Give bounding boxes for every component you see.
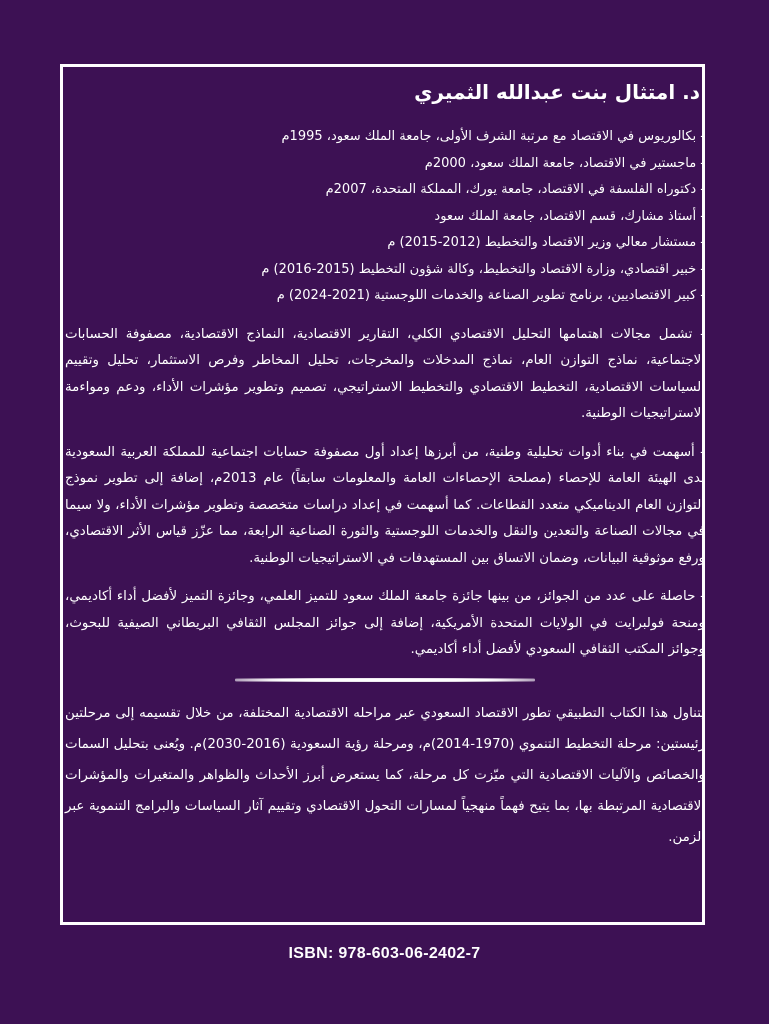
degree-item: - دكتوراه الفلسفة في الاقتصاد، جامعة يورك، المملكة المتحدة، 2007م	[325, 182, 705, 197]
section-divider	[235, 678, 535, 682]
degree-list	[65, 124, 705, 310]
author-name: د. امتثال بنت عبدالله الثميري	[414, 80, 700, 104]
back-cover-content	[65, 70, 705, 853]
interests-paragraph: - تشمل مجالات اهتمامها التحليل الاقتصادي الكلي، التقارير الاقتصادية، النماذج الاقتصادية، مصفوفة الحسابات الاجتماعية، نماذج التوازن العام، نماذج المدخلات والمخرجات، تحليل المخاطر وفرص الاستثمار، تحليل وتقييم السياسات الاقتصادية، التخطيط الاقتصادي والتخطيط الاستراتيجي، تصميم وتطوير مؤشرات الأداء، ودعم ومواءمة الاستراتيجيات الوطنية.	[65, 326, 705, 421]
degree-item: - بكالوريوس في الاقتصاد مع مرتبة الشرف الأولى، جامعة الملك سعود، 1995م	[281, 129, 705, 144]
degree-item: - كبير الاقتصاديين، برنامج تطوير الصناعة والخدمات اللوجستية (2021-2024) م	[276, 288, 705, 303]
degree-item: - أستاذ مشارك، قسم الاقتصاد، جامعة الملك سعود	[434, 208, 705, 224]
book-summary: يتناول هذا الكتاب التطبيقي تطور الاقتصاد السعودي عبر مراحله الاقتصادية المختلفة، من خلال تقسيمه إلى مرحلتين رئيستين: مرحلة التخطيط التنموي (1970-2014)م، ومرحلة رؤية السعودية (2016-2030)م. ويُعنى بتحليل السمات والخصائص والآليات الاقتصادية التي ميّزت كل مرحلة، كما يستعرض أبرز الأحداث والظواهر والمتغيرات والمؤشرات الاقتصادية المرتبطة بها، بما يتيح فهماً منهجياً لمسارات التحول الاقتصادي وتقييم آثار السياسات والبرامج التنموية عبر الزمن.	[65, 705, 705, 845]
degree-item: - خبير اقتصادي، وزارة الاقتصاد والتخطيط، وكالة شؤون التخطيط (2015-2016) م	[261, 261, 705, 277]
awards-paragraph: - حاصلة على عدد من الجوائز، من بينها جائزة جامعة الملك سعود للتميز العلمي، وجائزة التميز لأفضل أداء أكاديمي، ومنحة فولبرايت في الولايات المتحدة الأمريكية، إضافة إلى جوائز المجلس الثقافي البريطاني الصيفية للبحوث، وجوائز المكتب الثقافي السعودي لأفضل أداء أكاديمي.	[65, 589, 705, 657]
contributions-paragraph: - أسهمت في بناء أدوات تحليلية وطنية، من أبرزها إعداد أول مصفوفة حسابات اجتماعية للمملكة العربية السعودية لدى الهيئة العامة للإحصاء (مصلحة الإحصاءات العامة والمعلومات سابقاً) عام 2013م، إضافة إلى تطوير نموذج التوازن العام الديناميكي متعدد القطاعات. كما أسهمت في إعداد دراسات متخصصة وتطوير مؤشرات الأداء، ولا سيما في مجالات الصناعة والتعدين والنقل والخدمات اللوجستية والثورة الصناعية الرابعة، مما عزّز قياس الأثر الاقتصادي، ورفع موثوقية البيانات، وضمان الاتساق بين المستهدفات في الاستراتيجيات الوطنية.	[65, 444, 705, 566]
isbn-label: ISBN: 978-603-06-2402-7	[288, 945, 481, 962]
degree-item: - مستشار معالي وزير الاقتصاد والتخطيط (2012-2015) م	[387, 235, 705, 250]
degree-item: - ماجستير في الاقتصاد، جامعة الملك سعود، 2000م	[424, 155, 705, 171]
